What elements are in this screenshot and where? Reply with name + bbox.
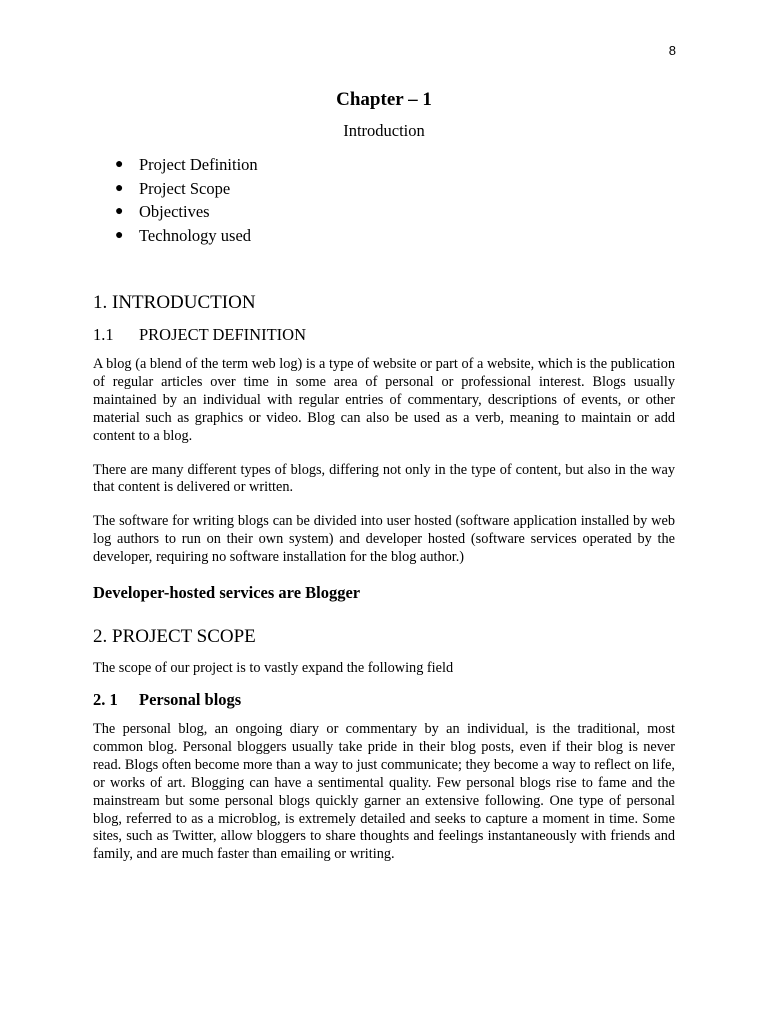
list-item <box>115 177 675 201</box>
list-item <box>115 200 675 224</box>
list-item-label: Objectives <box>139 202 210 221</box>
chapter-topic-list <box>93 153 675 247</box>
list-item-label: Project Scope <box>139 178 231 198</box>
list-item <box>115 153 675 177</box>
list-item-label: Technology used <box>139 225 252 245</box>
bullet-icon: ● <box>115 180 124 196</box>
bullet-icon: ● <box>115 204 124 219</box>
page-number: 8 <box>668 43 676 58</box>
section-heading-introduction: 1. INTRODUCTION <box>93 292 256 313</box>
developer-hosted-note: Developer-hosted services are Blogger <box>93 583 361 603</box>
subsection-heading-project-definition <box>93 324 675 346</box>
paragraph-personal-blogs: The personal blog, an ongoing diary or commentary by an individual, is the traditional, most common blog. Personal bloggers usually take pride in their blog posts, even if their blog is never read. Blogs often become more than a way to just communicate; they become a way to reflect on life, or works of art. Blogging can have a sentimental quality. Few personal blogs rise to fame and the mainstream but some personal blogs quickly garner an extensive following. One type of personal blog, referred to as a microblog, is extremely detailed and seeks to capture a moment in time. Some sites, such as Twitter, allow bloggers to share thoughts and feelings instantaneously with friends and family, and are much faster than emailing or writing. <box>93 720 675 863</box>
paragraph-blog-definition: A blog (a blend of the term web log) is a type of website or part of a website, which is the publication of regular articles over time in some area of personal or professional interest. Blogs usually maintained by an individual with regular entries of commentary, descriptions of events, or other material such as graphics or video. Blog can also be used as a verb, meaning to maintain or add content to a blog. <box>93 356 675 444</box>
page-content <box>93 88 675 864</box>
chapter-title: Chapter – 1 <box>336 89 432 110</box>
paragraph-blog-software: The software for writing blogs can be divided into user hosted (software application installed by web log authors to run on their own system) and developer hosted (software services operated by the developer, requiring no software installation for the blog author.) <box>93 513 675 566</box>
list-item-label: Project Definition <box>139 155 258 174</box>
bullet-icon: ● <box>115 227 124 243</box>
subsection-number: 1.1 <box>93 325 114 344</box>
chapter-subtitle: Introduction <box>343 121 425 140</box>
subsection-title: PROJECT DEFINITION <box>139 325 306 344</box>
subsection-number: 2. 1 <box>93 689 118 709</box>
subsection-title: Personal blogs <box>139 689 242 709</box>
subsection-heading-personal-blogs <box>93 689 675 711</box>
scope-intro: The scope of our project is to vastly expand the following field <box>93 660 454 677</box>
section-heading-project-scope: 2. PROJECT SCOPE <box>93 626 256 648</box>
list-item <box>115 224 675 248</box>
bullet-icon: ● <box>115 157 124 172</box>
paragraph-blog-types: There are many different types of blogs, differing not only in the type of content, but also in the way that content is delivered or written. <box>93 461 675 496</box>
